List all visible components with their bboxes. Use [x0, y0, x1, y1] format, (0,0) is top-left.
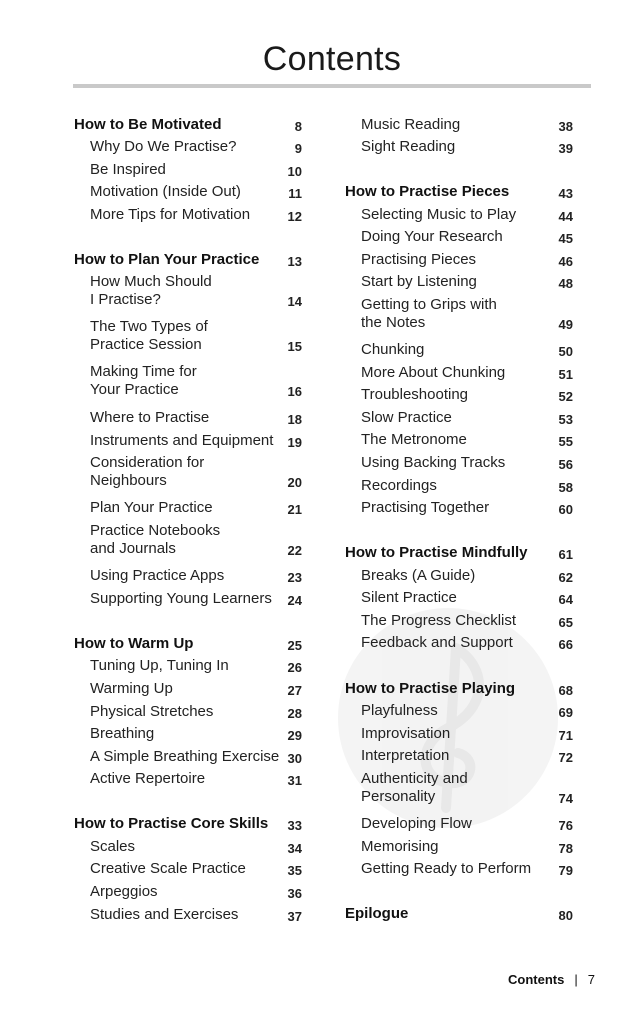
toc-entry-title: A Simple Breathing Exercise [90, 748, 280, 765]
toc-entry-page: 23 [287, 570, 302, 585]
toc-entry-title: Developing Flow [361, 815, 472, 832]
toc-entry-title: How to Practise Core Skills [74, 815, 269, 832]
toc-entry-page: 27 [287, 683, 302, 698]
toc-entry-title: How to Warm Up [74, 635, 194, 652]
toc-entry-title: Authenticity and Personality [361, 770, 468, 805]
toc-entry-page: 39 [558, 141, 573, 156]
toc-entry-page: 46 [558, 254, 573, 269]
toc-entry-title: Troubleshooting [361, 386, 469, 403]
toc-entry-page: 68 [558, 683, 573, 698]
page-title: Contents [262, 40, 402, 78]
toc-entry-title: Music Reading [361, 116, 461, 133]
toc-entry-title: Plan Your Practice [90, 499, 213, 516]
toc-entry-page: 10 [287, 164, 302, 179]
toc-entry-title: How to Plan Your Practice [74, 251, 260, 268]
toc-entry-title: Sight Reading [361, 138, 456, 155]
toc-entry-page: 18 [287, 412, 302, 427]
toc-entry-page: 30 [287, 751, 302, 766]
title-rule [73, 84, 591, 88]
toc-entry-page: 19 [287, 435, 302, 450]
toc-entry-title: More About Chunking [361, 364, 506, 381]
toc-entry-title: Why Do We Practise? [90, 138, 237, 155]
toc-entry-title: Creative Scale Practice [90, 860, 246, 877]
toc-entry-page: 66 [558, 637, 573, 652]
footer-separator: | [574, 972, 578, 987]
page-footer [508, 972, 595, 987]
toc-entry-title: Breathing [90, 725, 155, 742]
toc-entry-title: Epilogue [345, 905, 409, 922]
toc-entry-title: Using Backing Tracks [361, 454, 506, 471]
toc-entry-page: 53 [558, 412, 573, 427]
toc-entry-page: 43 [558, 186, 573, 201]
toc-entry-title: Active Repertoire [90, 770, 206, 787]
toc-entry-title: Feedback and Support [361, 634, 513, 651]
toc-entry-title: More Tips for Motivation [90, 206, 251, 223]
toc-entry-title: Using Practice Apps [90, 567, 225, 584]
toc-entry-page: 49 [558, 317, 573, 332]
toc-entry-page: 45 [558, 231, 573, 246]
toc-entry-title: Making Time for Your Practice [90, 363, 197, 398]
toc-entry-page: 21 [287, 502, 302, 517]
toc-entry-title: Practising Together [361, 499, 490, 516]
toc-entry-title: Playfulness [361, 702, 438, 719]
toc-entry-title: How to Practise Pieces [345, 183, 510, 200]
toc-entry-title: Interpretation [361, 747, 450, 764]
toc-entry-title: The Metronome [361, 431, 467, 448]
toc-entry-page: 44 [558, 209, 573, 224]
toc-entry-title: Recordings [361, 477, 437, 494]
toc-entry-page: 16 [287, 384, 302, 399]
toc-entry-page: 55 [558, 434, 573, 449]
toc-entry-title: Studies and Exercises [90, 906, 239, 923]
toc-entry-page: 15 [287, 339, 302, 354]
toc-entry-title: Arpeggios [90, 883, 158, 900]
toc-entry-title: Physical Stretches [90, 703, 214, 720]
toc-entry-title: The Progress Checklist [361, 612, 517, 629]
toc-entry-page: 62 [558, 570, 573, 585]
toc-entry-page: 74 [558, 791, 573, 806]
toc-entry-page: 50 [558, 344, 573, 359]
toc-entry-page: 11 [288, 186, 302, 201]
toc-entry-title: Start by Listening [361, 273, 477, 290]
toc-entry-page: 58 [558, 480, 573, 495]
toc-entry-page: 22 [287, 543, 302, 558]
toc-entry-title: Be Inspired [90, 161, 166, 178]
toc-entry-page: 37 [287, 909, 302, 924]
toc-entry-title: Selecting Music to Play [361, 206, 517, 223]
toc-entry-page: 24 [287, 593, 302, 608]
toc-entry-page: 9 [294, 141, 302, 156]
toc-entry-page: 38 [558, 119, 573, 134]
toc-entry-page: 51 [558, 367, 573, 382]
toc-entry-page: 14 [287, 294, 302, 309]
toc-entry-title: Motivation (Inside Out) [90, 183, 241, 200]
footer-section-label: Contents [508, 972, 565, 987]
toc-entry-page: 13 [287, 254, 302, 269]
toc-entry-page: 36 [287, 886, 302, 901]
toc-entry-page: 34 [287, 841, 302, 856]
toc-entry-page: 69 [558, 705, 573, 720]
toc-entry-title: Instruments and Equipment [90, 432, 274, 449]
toc-entry-title: How Much Should I Practise? [90, 273, 212, 308]
toc-entry-page: 29 [287, 728, 302, 743]
toc-entry-title: How to Be Motivated [74, 116, 222, 133]
toc-entry-page: 8 [294, 119, 302, 134]
toc-entry-title: Improvisation [361, 725, 451, 742]
toc-entry-title: Breaks (A Guide) [361, 567, 476, 584]
toc-entry-page: 78 [558, 841, 573, 856]
toc-entry-page: 61 [558, 547, 573, 562]
toc-entry-title: How to Practise Playing [345, 680, 516, 697]
toc-entry-page: 52 [558, 389, 573, 404]
toc-entry-page: 65 [558, 615, 573, 630]
toc-entry-title: Memorising [361, 838, 439, 855]
toc-entry-page: 33 [287, 818, 302, 833]
toc-entry-title: Practising Pieces [361, 251, 477, 268]
toc-entry-title: How to Practise Mindfully [345, 544, 528, 561]
toc-entry-title: Silent Practice [361, 589, 457, 606]
toc-entry-title: Chunking [361, 341, 425, 358]
toc-entry-title: Practice Notebooks and Journals [90, 522, 221, 557]
toc-entry-page: 48 [558, 276, 573, 291]
toc-entry-page: 20 [287, 475, 302, 490]
toc-entry-page: 79 [558, 863, 573, 878]
toc-entry-page: 80 [558, 908, 573, 923]
toc-entry-title: The Two Types of Practice Session [90, 318, 208, 353]
toc-entry-page: 25 [287, 638, 302, 653]
toc-entry-page: 60 [558, 502, 573, 517]
toc-entry-page: 12 [287, 209, 302, 224]
toc-entry-page: 31 [287, 773, 302, 788]
toc-entry-title: Where to Practise [90, 409, 210, 426]
toc-entry-title: Warming Up [90, 680, 173, 697]
toc-entry-title: Consideration for Neighbours [90, 454, 205, 489]
toc-entry-title: Supporting Young Learners [90, 590, 272, 607]
toc-entry-title: Getting to Grips with the Notes [361, 296, 497, 331]
toc-entry-title: Slow Practice [361, 409, 452, 426]
toc-entry-page: 71 [558, 728, 573, 743]
toc-entry-page: 35 [287, 863, 302, 878]
page-number: 7 [587, 972, 595, 987]
toc-entry-page: 26 [287, 660, 302, 675]
toc-entry-page: 64 [558, 592, 573, 607]
toc-entry-title: Tuning Up, Tuning In [90, 657, 229, 674]
toc-entry-page: 28 [287, 706, 302, 721]
toc-entry-title: Scales [90, 838, 136, 855]
toc-entry-title: Getting Ready to Perform [361, 860, 532, 877]
toc-entry-title: Doing Your Research [361, 228, 503, 245]
toc-entry-page: 72 [558, 750, 573, 765]
toc-entry-page: 76 [558, 818, 573, 833]
toc-entry-page: 56 [558, 457, 573, 472]
